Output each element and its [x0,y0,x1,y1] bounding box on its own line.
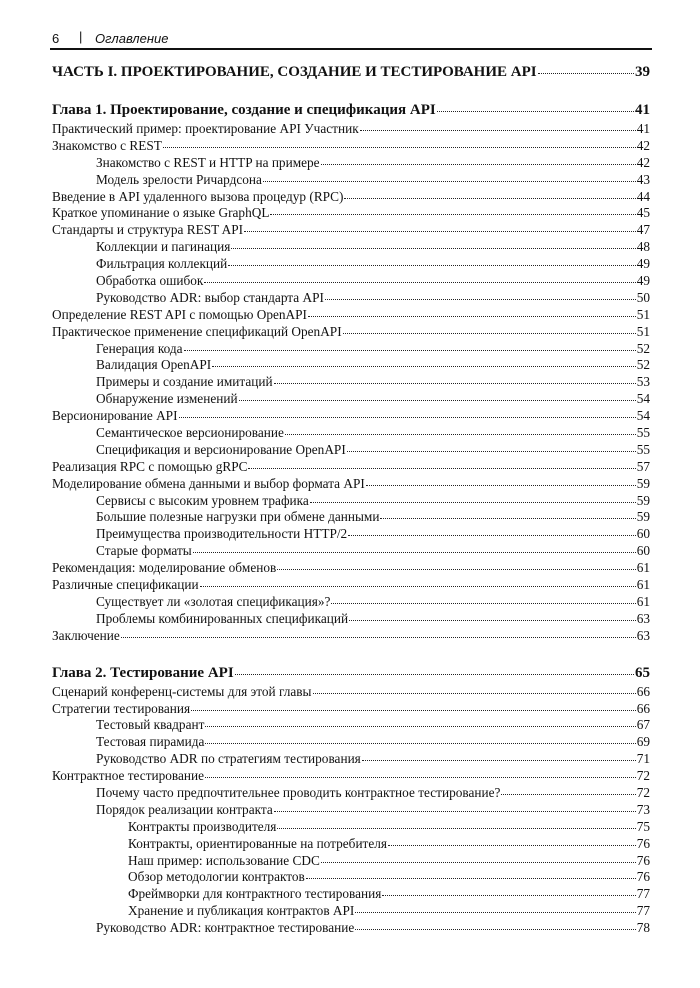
toc-page-number: 76 [636,852,650,868]
toc-entry-title: Моделирование обмена данными и выбор формата API [52,475,365,491]
dot-leader [270,214,635,215]
toc-entry-title: Валидация OpenAPI [96,357,212,373]
toc-entry[interactable] [52,425,650,442]
toc-page-number: 60 [636,526,650,542]
dot-leader [193,552,636,553]
dot-leader [212,366,635,367]
toc-entry-title: Рекомендация: моделирование обменов [52,560,277,576]
toc-entry-title: Проблемы комбинированных спецификаций [96,610,349,626]
toc-page-number: 77 [636,886,650,902]
toc-page-number: 55 [636,425,650,441]
dot-leader [325,299,636,300]
toc-entry-title: Наш пример: использование CDC [128,852,320,868]
dot-leader [179,417,636,418]
toc-entry[interactable] [52,768,650,785]
toc-entry-title: Тестовая пирамида [96,734,205,750]
toc-page-number: 75 [636,818,650,834]
toc-entry-title: Стратегии тестирования [52,700,191,716]
dot-leader [380,518,635,519]
toc-entry-title: Существует ли «золотая спецификация»? [96,593,331,609]
toc-page-number: 61 [636,593,650,609]
toc-entry[interactable] [52,611,650,628]
toc-entry[interactable] [52,701,650,718]
toc-entry-title: Коллекции и пагинация [96,239,231,255]
toc-entry[interactable] [52,628,650,645]
toc-entry-title: Контрактное тестирование [52,768,205,784]
toc-page-number: 59 [636,475,650,491]
header-separator: | [79,29,83,44]
toc-page-number: 59 [636,492,650,508]
dot-leader [321,164,636,165]
toc-entry[interactable] [52,273,650,290]
toc-page-number: 39 [635,64,650,80]
toc-entry[interactable] [52,341,650,358]
toc-page-number: 54 [636,408,650,424]
dot-leader [248,468,635,469]
toc-entry-title: Контракты производителя [128,818,277,834]
toc-entry-title: Модель зрелости Ричардсона [96,171,262,187]
toc-page-number: 66 [636,700,650,716]
toc-spacer [52,645,650,663]
dot-leader [231,248,635,249]
toc-entry-title: Практическое применение спецификаций OpenAPI [52,323,342,339]
running-header [52,29,650,49]
dot-leader [306,878,636,879]
toc-entry[interactable] [52,138,650,155]
toc-page-number: 60 [636,543,650,559]
dot-leader [184,350,636,351]
dot-leader [200,586,636,587]
toc-page-number: 51 [636,306,650,322]
dot-leader [244,231,636,232]
dot-leader [239,400,636,401]
toc-entry[interactable] [52,903,650,920]
toc-page-number: 42 [636,154,650,170]
toc-entry[interactable] [52,357,650,374]
toc-entry[interactable] [52,121,650,138]
toc-entry[interactable] [52,853,650,870]
toc-entry-title: ЧАСТЬ I. ПРОЕКТИРОВАНИЕ, СОЗДАНИЕ И ТЕСТИРОВАНИЕ API [52,64,537,80]
toc-entry[interactable] [52,155,650,172]
dot-leader [538,73,634,74]
toc-page-number: 45 [636,205,650,221]
dot-leader [360,130,636,131]
toc-page-number: 51 [636,323,650,339]
dot-leader [277,828,635,829]
toc-entry[interactable] [52,684,650,701]
toc-entry-title: Краткое упоминание о языке GraphQL [52,205,270,221]
toc-entry-title: Сценарий конференц-системы для этой главы [52,683,312,699]
dot-leader [331,603,635,604]
toc-entry[interactable] [52,543,650,560]
toc-entry-title: Фреймворки для контрактного тестирования [128,886,382,902]
toc-entry[interactable] [52,751,650,768]
toc-page-number: 77 [636,903,650,919]
toc-entry-title: Почему часто предпочтительнее проводить контрактное тестирование? [96,784,501,800]
toc-page-number: 42 [636,137,650,153]
toc-entry[interactable] [52,290,650,307]
toc-page-number: 41 [636,121,650,136]
toc-page-number: 47 [636,222,650,238]
toc-page-number: 52 [636,340,650,356]
toc-entry[interactable] [52,324,650,341]
dot-leader [285,434,636,435]
toc-entry-title: Знакомство с REST [52,137,162,153]
toc-entry-title: Хранение и публикация контрактов API [128,903,355,919]
toc-entry[interactable] [52,222,650,239]
toc-entry-title: Обнаружение изменений [96,391,238,407]
toc-page-number: 50 [636,289,650,305]
toc-page-number: 69 [636,734,650,750]
toc-entry[interactable] [52,802,650,819]
toc-entry-title: Фильтрация коллекций [96,256,228,272]
toc-entry-title: Порядок реализации контракта [96,801,273,817]
toc-page-number: 61 [636,577,650,593]
toc-entry-title: Примеры и создание имитаций [96,374,273,390]
toc-entry[interactable] [52,785,650,802]
toc-entry-title: Введение в API удаленного вызова процедур (RPC) [52,188,344,204]
toc-page-number: 63 [636,610,650,626]
toc-entry[interactable] [52,256,650,273]
toc-entry[interactable] [52,442,650,459]
page-number: 6 [52,31,60,46]
toc-entry-title: Реализация RPC с помощью gRPC [52,458,248,474]
dot-leader [205,726,635,727]
toc-page-number: 63 [636,627,650,643]
toc-entry-title: Обзор методологии контрактов [128,869,305,885]
toc-page-number: 59 [636,509,650,525]
toc-page-number: 57 [636,458,650,474]
dot-leader [313,693,636,694]
dot-leader [366,485,636,486]
toc-page-number: 61 [636,560,650,576]
dot-leader [163,147,636,148]
toc-entry[interactable] [52,459,650,476]
toc-entry[interactable] [52,594,650,611]
dot-leader [263,181,636,182]
toc-entry-title: Различные спецификации [52,577,199,593]
dot-leader [274,811,636,812]
dot-leader [343,333,636,334]
toc-entry[interactable] [52,819,650,836]
toc-entry-title: Глава 1. Проектирование, создание и спецификация API [52,102,436,118]
dot-leader [355,929,635,930]
dot-leader [228,265,635,266]
toc-entry[interactable] [52,391,650,408]
dot-leader [277,569,635,570]
toc-heading[interactable] [52,100,650,121]
toc-entry[interactable] [52,869,650,886]
dot-leader [349,620,636,621]
toc-page-number: 48 [636,239,650,255]
toc-heading[interactable] [52,62,650,83]
toc-entry[interactable] [52,886,650,903]
toc-entry[interactable] [52,307,650,324]
header-rule [50,48,652,50]
toc-entry[interactable] [52,560,650,577]
toc-page-number: 78 [636,920,650,936]
toc-entry-title: Семантическое версионирование [96,425,284,441]
toc-entry-title: Руководство ADR: выбор стандарта API [96,289,324,305]
toc-entry-title: Большие полезные нагрузки при обмене данными [96,509,380,525]
toc-entry[interactable] [52,717,650,734]
dot-leader [310,502,636,503]
table-of-contents [52,62,650,937]
dot-leader [382,895,635,896]
toc-entry[interactable] [52,239,650,256]
dot-leader [204,282,635,283]
toc-page-number: 41 [635,102,650,118]
dot-leader [308,316,636,317]
toc-page-number: 72 [636,768,650,784]
toc-page-number: 65 [635,664,650,681]
dot-leader [362,760,636,761]
toc-page-number: 73 [636,801,650,817]
toc-entry-title: Руководство ADR: контрактное тестирование [96,920,355,936]
toc-page-number: 49 [636,256,650,272]
toc-entry[interactable] [52,493,650,510]
toc-page-number: 52 [636,357,650,373]
toc-entry[interactable] [52,476,650,493]
dot-leader [321,862,636,863]
dot-leader [437,111,634,112]
toc-entry[interactable] [52,836,650,853]
toc-entry-title: Генерация кода [96,340,183,356]
dot-leader [191,710,636,711]
toc-entry-title: Спецификация и версионирование OpenAPI [96,441,346,457]
toc-entry[interactable] [52,189,650,206]
running-title: Оглавление [95,31,169,46]
toc-page-number: 54 [636,391,650,407]
toc-entry-title: Старые форматы [96,543,192,559]
toc-entry-title: Обработка ошибок [96,273,204,289]
toc-entry-title: Глава 2. Тестирование API [52,664,234,681]
toc-page-number: 76 [636,869,650,885]
toc-entry-title: Знакомство с REST и HTTP на примере [96,154,320,170]
dot-leader [388,845,636,846]
toc-entry-title: Тестовый квадрант [96,717,205,733]
toc-entry[interactable] [52,526,650,543]
toc-entry-title: Преимущества производительности HTTP/2 [96,526,348,542]
dot-leader [344,198,635,199]
toc-page-number: 44 [636,188,650,204]
toc-page-number: 76 [636,835,650,851]
toc-page-number: 66 [636,683,650,699]
toc-entry[interactable] [52,920,650,937]
toc-heading[interactable] [52,663,650,684]
toc-page-number: 71 [636,751,650,767]
toc-page-number: 72 [636,784,650,800]
toc-page-number: 49 [636,273,650,289]
dot-leader [347,451,636,452]
toc-page-number: 55 [636,441,650,457]
toc-entry[interactable] [52,408,650,425]
dot-leader [501,794,635,795]
toc-page-number: 67 [636,717,650,733]
toc-entry-title: Практический пример: проектирование API Участник [52,121,359,136]
toc-spacer [52,83,650,100]
toc-entry[interactable] [52,577,650,594]
toc-entry[interactable] [52,205,650,222]
toc-entry-title: Определение REST API с помощью OpenAPI [52,306,307,322]
toc-entry-title: Версионирование API [52,408,178,424]
dot-leader [121,637,636,638]
toc-entry-title: Заключение [52,627,120,643]
dot-leader [205,777,636,778]
dot-leader [348,535,635,536]
toc-entry[interactable] [52,509,650,526]
dot-leader [205,743,635,744]
toc-entry[interactable] [52,374,650,391]
toc-entry[interactable] [52,734,650,751]
toc-entry-title: Руководство ADR по стратегиям тестирования [96,751,361,767]
dot-leader [235,674,634,675]
toc-entry-title: Стандарты и структура REST API [52,222,244,238]
toc-entry-title: Контракты, ориентированные на потребителя [128,835,388,851]
toc-entry[interactable] [52,172,650,189]
toc-page-number: 53 [636,374,650,390]
toc-entry-title: Сервисы с высоким уровнем трафика [96,492,309,508]
toc-page-number: 43 [636,171,650,187]
dot-leader [274,383,636,384]
dot-leader [355,912,635,913]
